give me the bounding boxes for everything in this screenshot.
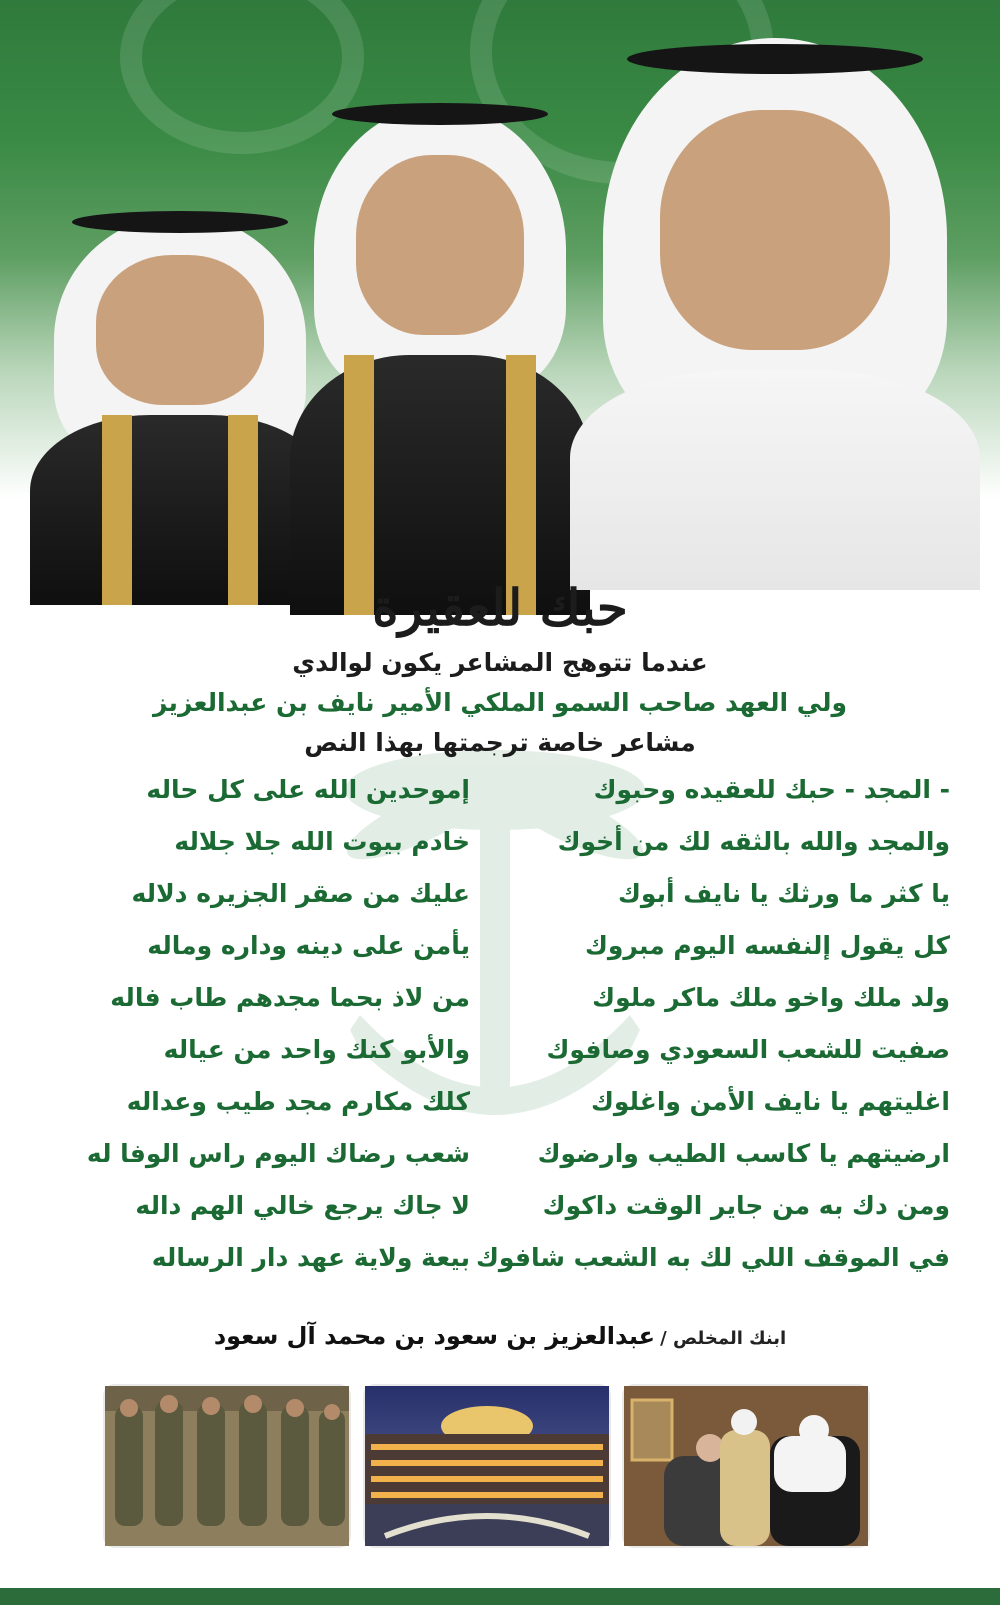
verse-row [50, 775, 950, 827]
verse-first-half: - المجد - حبك للعقيده وحبوك [593, 775, 950, 804]
bottom-bar [0, 1588, 1000, 1605]
verse-row [50, 1139, 950, 1191]
intro-line: عندما تتوهج المشاعر يكون لوالدي [292, 648, 708, 677]
verse-first-half: في الموقف اللي لك به الشعب شافوك [476, 1243, 950, 1272]
verse-second-half: بيعة ولاية عهد دار الرساله [151, 1243, 470, 1272]
verse-second-half: شعب رضاك اليوم راس الوفا له [86, 1139, 470, 1168]
verse-row [50, 983, 950, 1035]
verse-row [50, 879, 950, 931]
verse-row [50, 1191, 950, 1243]
verse-first-half: ومن دك به من جاير الوقت داكوك [542, 1191, 950, 1220]
intro-line: ولي العهد صاحب السمو الملكي الأمير نايف بن عبدالعزيز [153, 688, 847, 717]
signature [0, 1322, 1000, 1350]
soldiers-marching-photo [103, 1384, 351, 1548]
verse-first-half: اغليتهم يا نايف الأمن واغلوك [590, 1087, 950, 1116]
signature-prefix: ابنك المخلص / [660, 1328, 787, 1349]
intro-line: مشاعر خاصة ترجمتها بهذا النص [304, 728, 696, 757]
verse-row [50, 1087, 950, 1139]
portrait-crown-prince [290, 95, 590, 615]
verse-row [50, 827, 950, 879]
verse-first-half: صفيت للشعب السعودي وصافوك [546, 1035, 950, 1064]
verse-first-half: ارضيتهم يا كاسب الطيب وارضوك [537, 1139, 950, 1168]
signature-name: عبدالعزيز بن سعود بن محمد آل سعود [213, 1322, 656, 1350]
verse-first-half: ولد ملك واخو ملك ماكر ملوك [592, 983, 950, 1012]
verse-second-half: والأبو كنك واحد من عياله [163, 1035, 470, 1064]
verse-second-half: خادم بيوت الله جلا جلاله [174, 827, 470, 856]
verse-second-half: يأمن على دينه وداره وماله [147, 931, 470, 960]
poem-verses [50, 775, 950, 1295]
handshake-meeting-photo [622, 1384, 870, 1548]
verse-row [50, 1035, 950, 1087]
verse-row [50, 931, 950, 983]
verse-second-half: كلك مكارم مجد طيب وعداله [126, 1087, 470, 1116]
verse-first-half: كل يقول إلنفسه اليوم مبروك [584, 931, 950, 960]
verse-first-half: والمجد والله بالثقه لك من أخوك [557, 827, 950, 856]
portrait-young-prince [30, 205, 330, 605]
verse-second-half: لا جاك يرجع خالي الهم داله [135, 1191, 470, 1220]
poem-title: حبك للعقيرة [372, 578, 628, 637]
verse-first-half: يا كثر ما ورثك يا نايف أبوك [617, 879, 950, 908]
verse-second-half: من لاذ بحما مجدهم طاب فاله [110, 983, 470, 1012]
verse-row [50, 1243, 950, 1295]
ministry-building-night-photo [363, 1384, 611, 1548]
verse-second-half: إموحدين الله على كل حاله [146, 775, 470, 804]
verse-second-half: عليك من صقر الجزيره دلاله [131, 879, 470, 908]
portrait-king [570, 30, 980, 590]
